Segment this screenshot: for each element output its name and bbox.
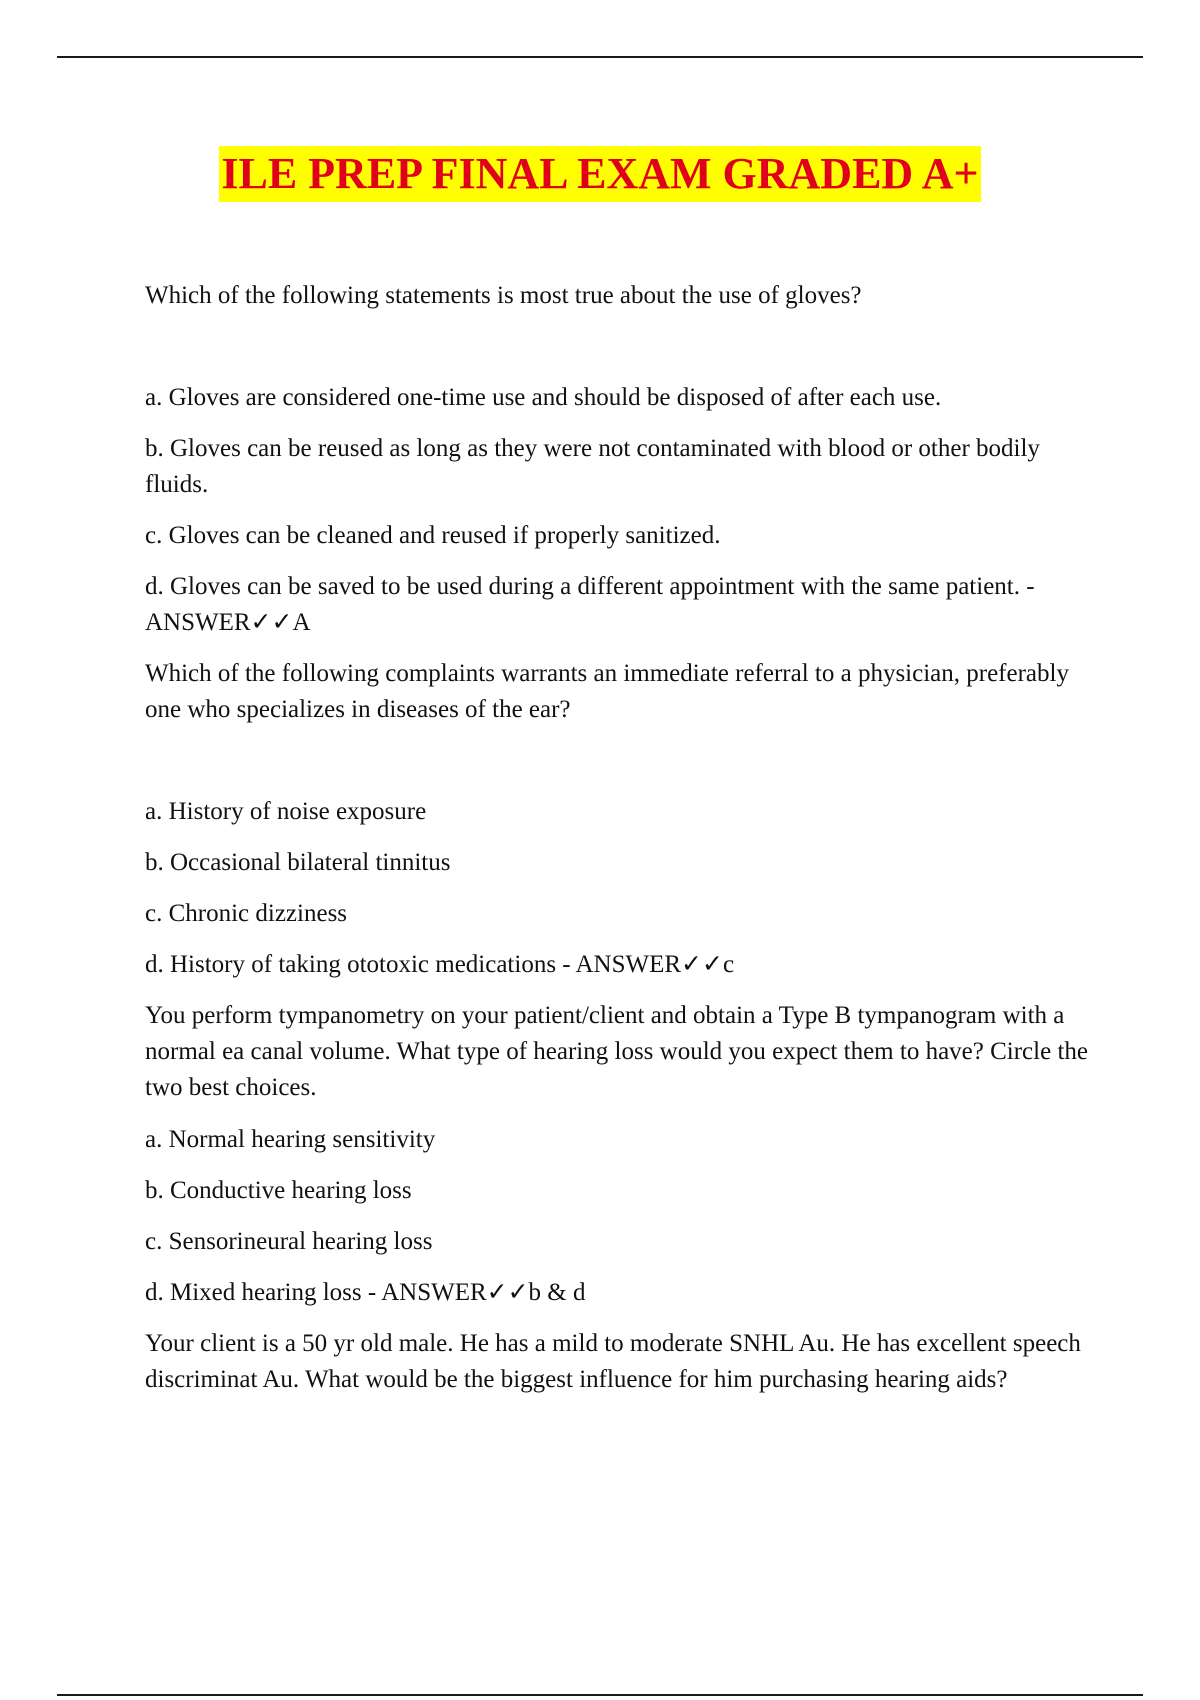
question-prompt: Which of the following complaints warrants an immediate referral to a physician, preferably one who specializes in diseases of the ear? [145,660,1069,723]
answer-option: c. Sensorineural hearing loss [145,1228,433,1255]
document-body [145,278,1095,1398]
answer-option: a. History of noise exposure [145,798,427,825]
question-prompt: Which of the following statements is most true about the use of gloves? [145,282,862,309]
answer-option-with-key: d. History of taking ototoxic medications - ANSWER✓✓c [145,951,735,978]
answer-option-with-key: d. Gloves can be saved to be used during a different appointment with the same patient. - ANSWER✓✓A [145,573,1035,636]
question-prompt: Your client is a 50 yr old male. He has a mild to moderate SNHL Au. He has excellent speech discriminat Au. What would be the biggest influence for him purchasing hearing aids? [145,1330,1081,1393]
answer-option: b. Conductive hearing loss [145,1177,412,1204]
answer-option: c. Gloves can be cleaned and reused if properly sanitized. [145,522,721,549]
title-block [0,146,1200,202]
document-title: ILE PREP FINAL EXAM GRADED A+ [219,146,980,202]
answer-option: a. Gloves are considered one-time use and should be disposed of after each use. [145,384,942,411]
answer-option: b. Gloves can be reused as long as they were not contaminated with blood or other bodily fluids. [145,435,1040,498]
answer-option-with-key: d. Mixed hearing loss - ANSWER✓✓b & d [145,1279,586,1306]
answer-option: c. Chronic dizziness [145,900,348,927]
header-rule [57,56,1143,58]
footer-rule [57,1694,1143,1696]
question-prompt: You perform tympanometry on your patient/client and obtain a Type B tympanogram with a normal ea canal volume. What type of hearing loss would you expect them to have? Circle the two best choices. [145,1002,1088,1101]
answer-option: a. Normal hearing sensitivity [145,1126,436,1153]
answer-option: b. Occasional bilateral tinnitus [145,849,451,876]
